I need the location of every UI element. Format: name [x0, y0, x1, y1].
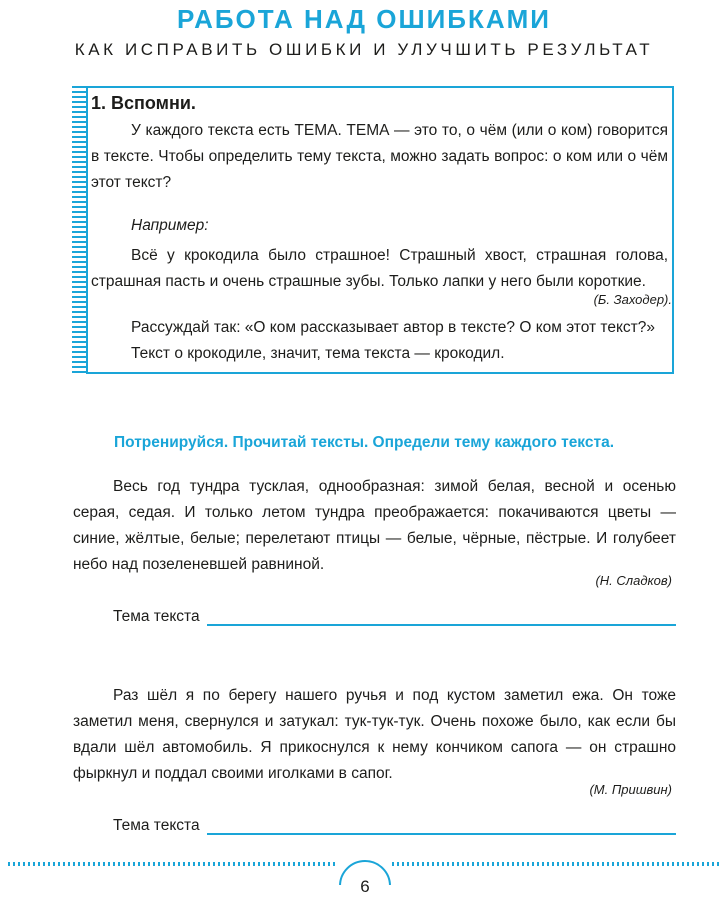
page-number: 6	[360, 877, 370, 896]
footer-line-right	[392, 862, 722, 866]
reading-text-1	[73, 474, 676, 578]
example-author: (Б. Заходер).	[593, 292, 672, 307]
example-text	[91, 243, 668, 295]
remember-rule-text: У каждого текста есть ТЕМА. ТЕМА — это то, о чём (или о ком) говорится в тексте. Чтобы определить тему текста, можно задать вопрос: о ком или о чём этот текст?	[91, 122, 668, 191]
footer-line-left	[8, 862, 338, 866]
reading-text-2-body: Раз шёл я по берегу нашего ручья и под кустом заметил ежа. Он тоже заметил меня, свернулся и затукал: тук-тук-тук. Очень похоже было, как если бы вдали шёл автомобиль. Я прикоснулся к нему кончиком сапога — он страшно фыркнул и поддал своими иголками в сапог.	[73, 687, 676, 782]
page-subtitle: КАК ИСПРАВИТЬ ОШИБКИ И УЛУЧШИТЬ РЕЗУЛЬТАТ	[74, 40, 654, 59]
reading-text-2-author: (М. Пришвин)	[589, 782, 672, 797]
remember-heading: 1. Вспомни.	[91, 93, 196, 113]
topic-answer-line-1[interactable]	[207, 624, 676, 626]
reasoning-line-2: Текст о крокодиле, значит, тема текста — крокодил.	[131, 345, 505, 362]
task-instruction: Потренируйся. Прочитай тексты. Определи тему каждого текста.	[113, 434, 615, 451]
topic-label-1: Тема текста	[113, 608, 200, 625]
remember-rule	[91, 118, 668, 196]
reading-text-2	[73, 683, 676, 787]
example-text-body: Всё у крокодила было страшное! Страшный хвост, страшная голова, страшная пасть и очень страшные зубы. Только лапки у него были короткие.	[91, 247, 668, 290]
topic-answer-line-2[interactable]	[207, 833, 676, 835]
topic-label-2: Тема текста	[113, 817, 200, 834]
example-label: Например:	[131, 217, 209, 234]
decorative-stripe	[72, 86, 86, 374]
reasoning-line-1: Рассуждай так: «О ком рассказывает автор в тексте? О ком этот текст?»	[131, 319, 655, 336]
page-title: РАБОТА НАД ОШИБКАМИ	[177, 4, 551, 34]
reading-text-1-body: Весь год тундра тусклая, однообразная: зимой белая, весной и осенью серая, седая. И только летом тундра преображается: покачиваются цветы — синие, жёлтые, белые; перелетают птицы — белые, чёрные, пёстрые. И голубеет небо над позеленевшей равниной.	[73, 478, 676, 573]
reading-text-1-author: (Н. Сладков)	[595, 573, 672, 588]
